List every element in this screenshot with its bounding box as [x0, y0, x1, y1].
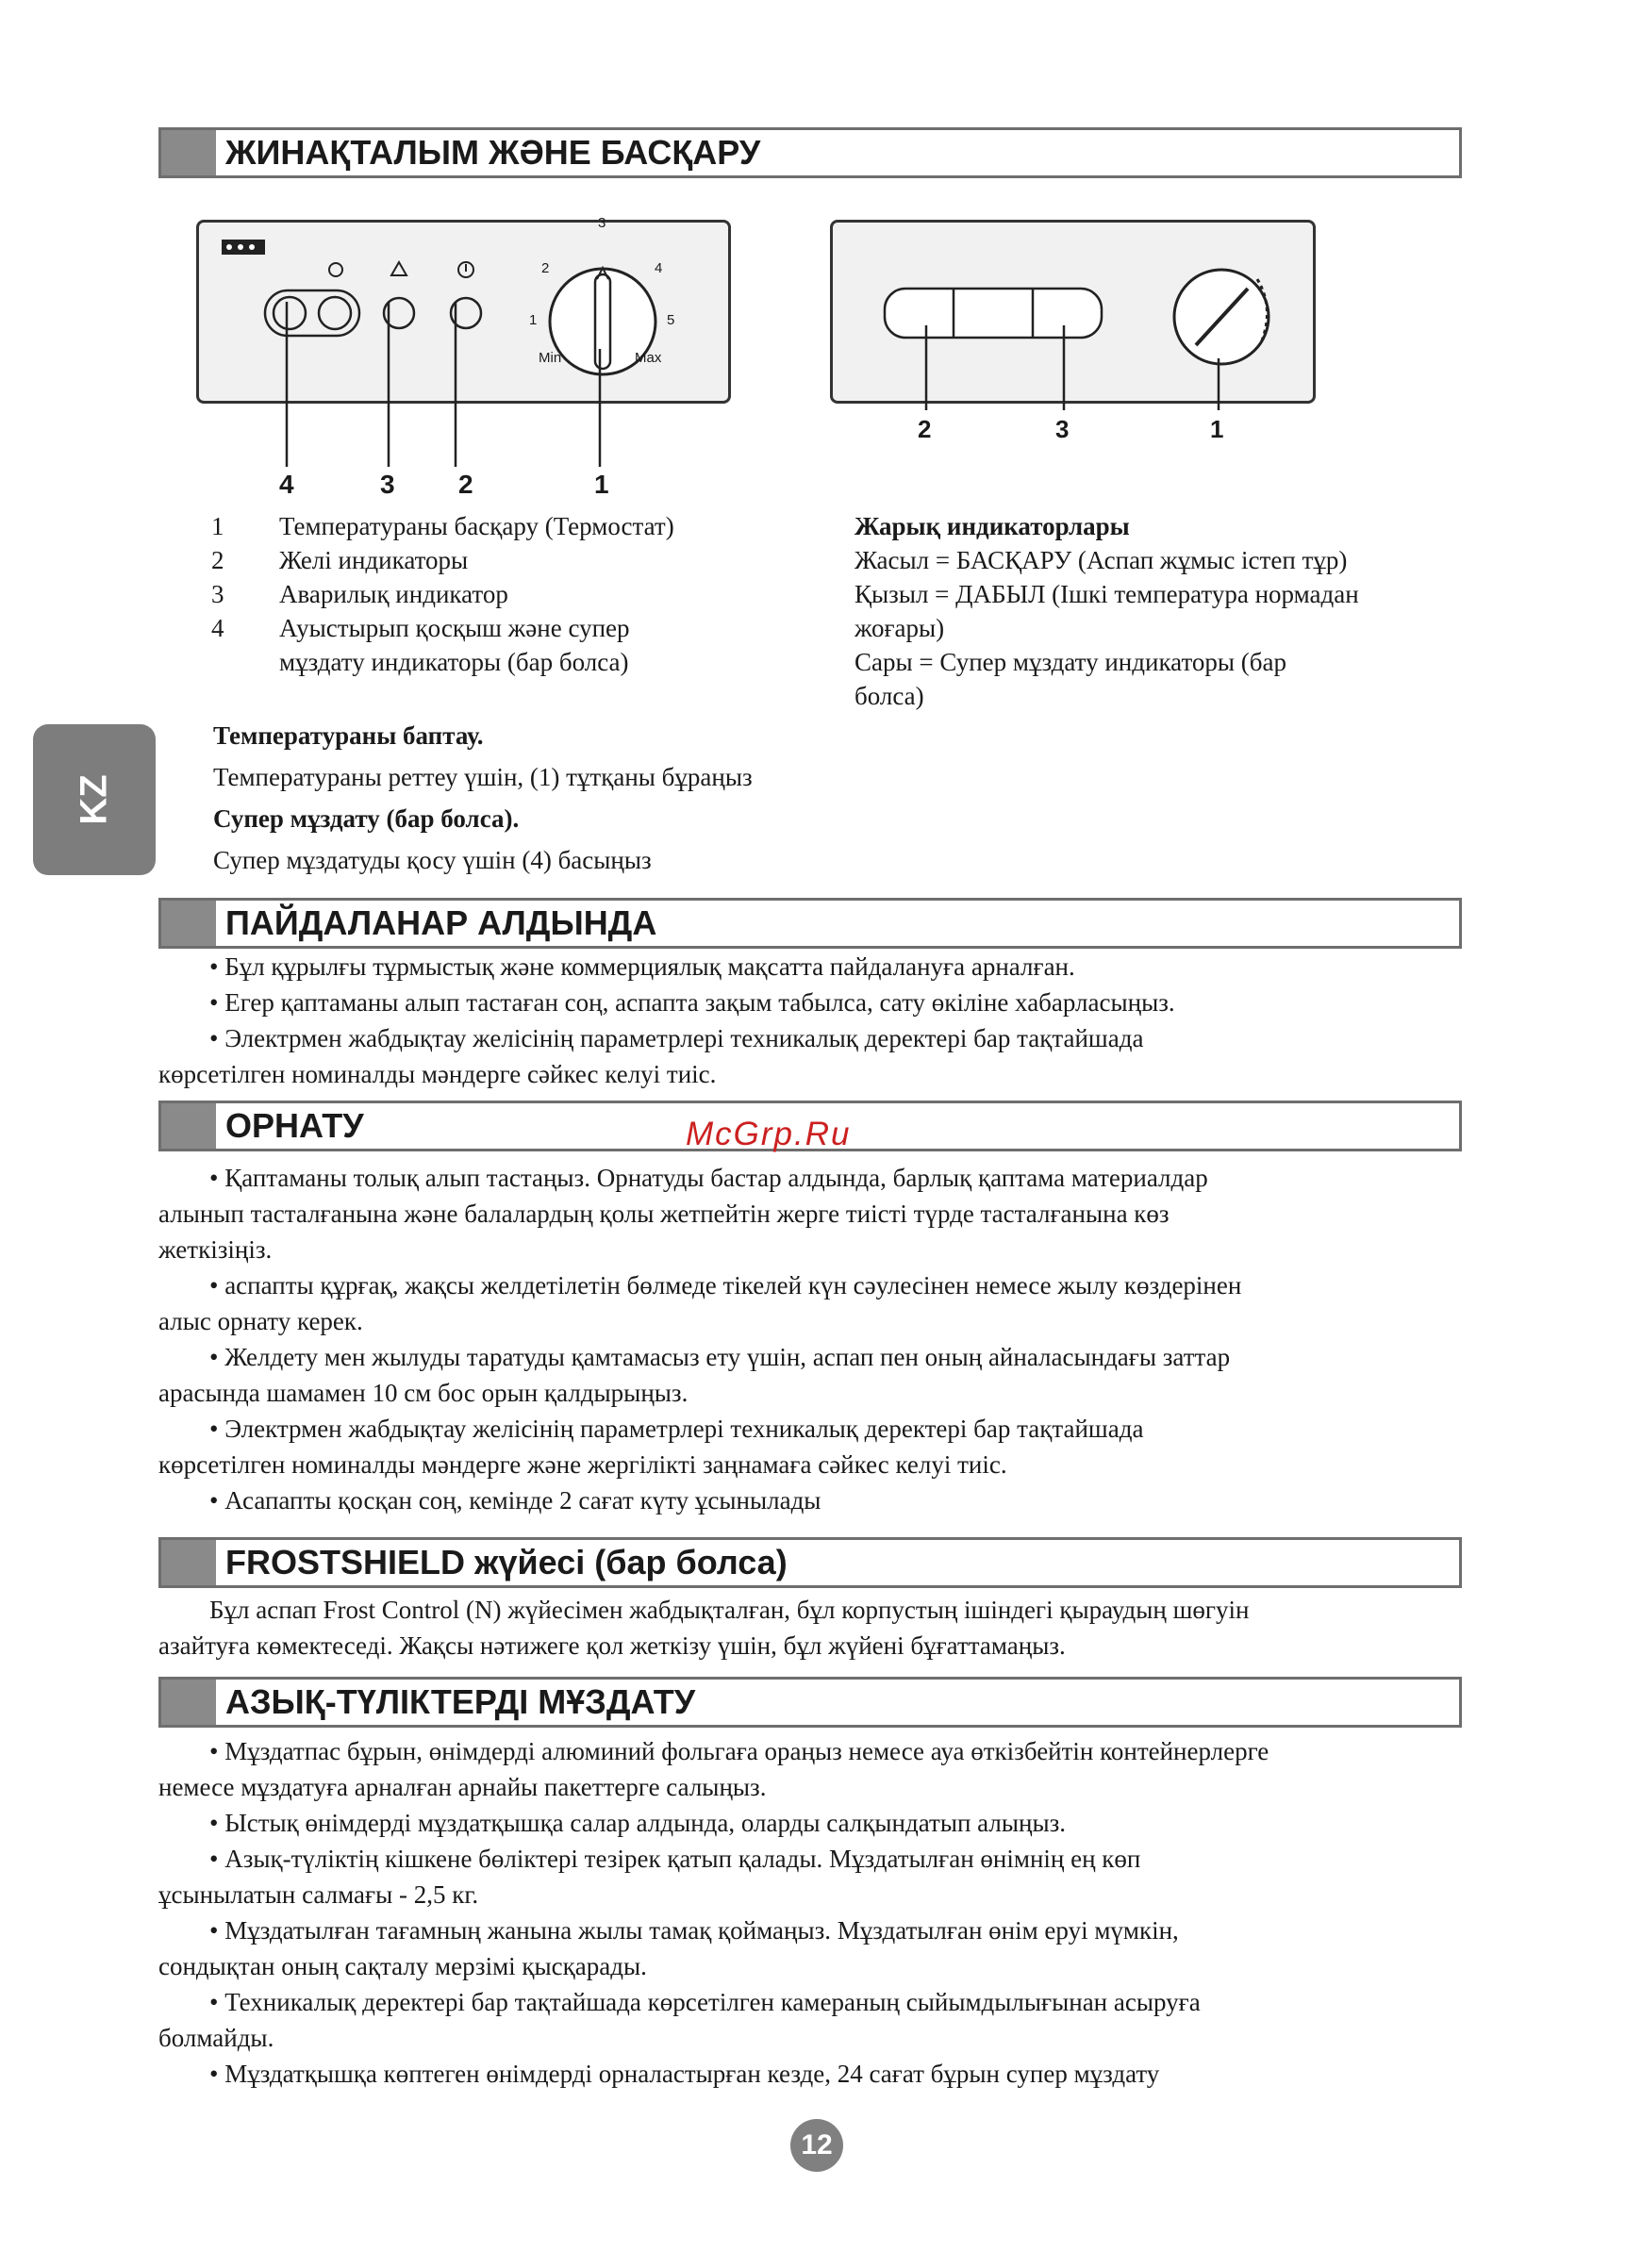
paragraph-line: болмайды.	[158, 2024, 274, 2052]
legend-number: 3	[211, 580, 224, 608]
dial-number: 4	[655, 260, 663, 276]
paragraph-line: ұсынылатын салмағы - 2,5 кг.	[158, 1880, 479, 1909]
indicator-lights-block	[854, 509, 1477, 713]
legend-text: Ауыстырып қосқыш және супер	[279, 614, 630, 642]
paragraph-line: • Ыстық өнімдерді мұздатқышқа салар алдында, оларды салқындатып алыңыз.	[209, 1809, 1066, 1837]
legend-text: Температураны басқару (Термостат)	[279, 512, 674, 540]
paragraph-line: арасында шамамен 10 см бос орын қалдырыңыз.	[158, 1379, 689, 1407]
legend-number: 1	[211, 512, 224, 540]
paragraph-line: азайтуға көмектеседі. Жақсы нәтижеге қол жеткізу үшін, бұл жүйені бұғаттамаңыз.	[158, 1631, 1066, 1660]
paragraph-line: • Егер қаптаманы алып тастаған соң, аспапта зақым табылса, сату өкіліне хабарласыңыз.	[209, 988, 1175, 1017]
before-use-text	[158, 949, 1469, 1092]
paragraph-line: • Электрмен жабдықтау желісінің параметрлері техникалық деректері бар тақтайшада	[209, 1024, 1144, 1052]
freezing-text	[158, 1733, 1469, 2092]
frostshield-text	[158, 1592, 1469, 1664]
paragraph-line: алынып тасталғанына және балалардың қолы жетпейтін жерге тиісті түрде тасталғанына көз	[158, 1200, 1170, 1228]
paragraph-line: • Электрмен жабдықтау желісінің параметрлері техникалық деректері бар тақтайшада	[209, 1415, 1144, 1443]
callout-number: 3	[380, 470, 395, 499]
legend-text: Желі индикаторы	[279, 546, 469, 574]
warning-icon	[391, 262, 406, 275]
legend-number: 4	[211, 614, 224, 642]
section-header-freezing	[158, 1677, 1462, 1728]
indicator-line: жоғары)	[854, 614, 945, 642]
language-tab	[33, 724, 156, 875]
paragraph-line: • Азық-түліктің кішкене бөліктері тезірек қатып қалады. Мұздатылған өнімнің ең көп	[209, 1845, 1141, 1873]
paragraph-line: алыс орнату керек.	[158, 1307, 363, 1335]
section-title: FROSTSHIELD жүйесі (бар болса)	[225, 1543, 788, 1581]
paragraph-line: көрсетілген номиналды мәндерге және жергілікті заңнамаға сәйкес келуі тиіс.	[158, 1450, 1007, 1479]
header-bar	[161, 901, 216, 946]
section-title: ПАЙДАЛАНАР АЛДЫНДА	[225, 903, 657, 942]
paragraph-line: немесе мұздатуға арналған арнайы пакеттерге салыңыз.	[158, 1773, 767, 1801]
indicator-line: болса)	[854, 682, 924, 710]
paragraph-line: • Техникалық деректері бар тақтайшада көрсетілген камераның сыйымдылығынан асыруға	[209, 1988, 1201, 2016]
header-bar	[161, 1680, 216, 1725]
dial-max-label: Max	[635, 350, 662, 366]
page-number: 12	[790, 2119, 843, 2172]
header-bar	[161, 1540, 216, 1585]
paragraph-line: • Мұздатылған тағамның жанына жылы тамақ қоймаңыз. Мұздатылған өнім еруі мүмкін,	[209, 1916, 1179, 1945]
indicator-line: Жасыл = БАСҚАРУ (Аспап жұмыс істеп тұр)	[854, 546, 1348, 574]
section-header-frostshield	[158, 1537, 1462, 1588]
paragraph-line: • Мұздатпас бұрын, өнімдерді алюминий фольгаға ораңыз немесе ауа өткізбейтін контейнерлерге	[209, 1737, 1269, 1765]
settings-block	[213, 715, 1062, 881]
header-bar	[161, 1103, 216, 1149]
dial-number: 3	[598, 215, 606, 231]
paragraph-line: сондықтан оның сақталу мерзімі қысқарады.	[158, 1952, 647, 1980]
legend-text: мұздату индикаторы (бар болса)	[279, 648, 629, 676]
snowflake-icon	[329, 263, 342, 276]
callout-number: 1	[594, 470, 609, 499]
paragraph-line: • аспапты құрғақ, жақсы желдетілетін бөлмеде тікелей күн сәулесінен немесе жылу көздерінен	[209, 1271, 1242, 1300]
paragraph-line: жеткізіңіз.	[158, 1235, 273, 1264]
super-freeze-title: Супер мұздату (бар болса).	[213, 804, 520, 833]
paragraph-line: көрсетілген номиналды мәндерге сәйкес келуі тиіс.	[158, 1060, 717, 1088]
legend-text: Аварилық индикатор	[279, 580, 508, 608]
indicator-line: Сары = Супер мұздату индикаторы (бар	[854, 648, 1286, 676]
paragraph-line: • Бұл құрылғы тұрмыстық және коммерциялық мақсатта пайдалануға арналған.	[209, 952, 1075, 981]
paragraph-line: • Мұздатқышқа көптеген өнімдерді орналастырған кезде, 24 сағат бұрын супер мұздату	[209, 2060, 1160, 2088]
indicators-title: Жарық индикаторлары	[854, 512, 1130, 540]
callout-lines-left	[189, 302, 613, 467]
callout-lines-right	[830, 325, 1302, 420]
section-title: ЖИНАҚТАЛЫМ ЖӘНЕ БАСҚАРУ	[225, 133, 761, 172]
super-freeze-text: Супер мұздатуды қосу үшін (4) басыңыз	[213, 846, 652, 874]
dial-min-label: Min	[539, 350, 562, 366]
callout-number: 1	[1210, 415, 1224, 443]
watermark: McGrp.Ru	[686, 1116, 852, 1152]
dial-number: 5	[667, 312, 675, 328]
callout-number: 2	[918, 415, 932, 443]
section-header-assembly	[158, 127, 1462, 178]
callout-number: 3	[1055, 415, 1070, 443]
temp-setting-text: Температураны реттеу үшін, (1) тұтқаны бұраңыз	[213, 763, 753, 791]
legend-number: 2	[211, 546, 224, 574]
header-bar	[161, 130, 216, 175]
section-title: ОРНАТУ	[225, 1106, 364, 1145]
temp-setting-title: Температураны баптау.	[213, 721, 484, 750]
section-title: АЗЫҚ-ТҮЛІКТЕРДІ МҰЗДАТУ	[225, 1682, 696, 1721]
section-header-before-use	[158, 898, 1462, 949]
install-text	[158, 1160, 1469, 1518]
callout-number: 4	[279, 470, 294, 499]
paragraph-line: • Қаптаманы толық алып тастаңыз. Орнатуды бастар алдында, барлық қаптама материалдар	[209, 1164, 1208, 1192]
paragraph-line: Бұл аспап Frost Control (N) жүйесімен жабдықталған, бұл корпустың ішіндегі қыраудың шөгуін	[209, 1596, 1250, 1624]
dial-number: 2	[541, 260, 550, 276]
language-tab-label: KZ	[73, 774, 115, 825]
paragraph-line: • Асапапты қосқан соң, кемінде 2 сағат күту ұсынылады	[209, 1486, 821, 1515]
paragraph-line: • Желдету мен жылуды таратуды қамтамасыз ету үшін, аспап пен оның айналасындағы заттар	[209, 1343, 1231, 1371]
indicator-line: Қызыл = ДАБЫЛ (Ішкі температура нормадан	[854, 580, 1359, 608]
callout-number: 2	[458, 470, 473, 499]
dial-number: 1	[529, 312, 538, 328]
